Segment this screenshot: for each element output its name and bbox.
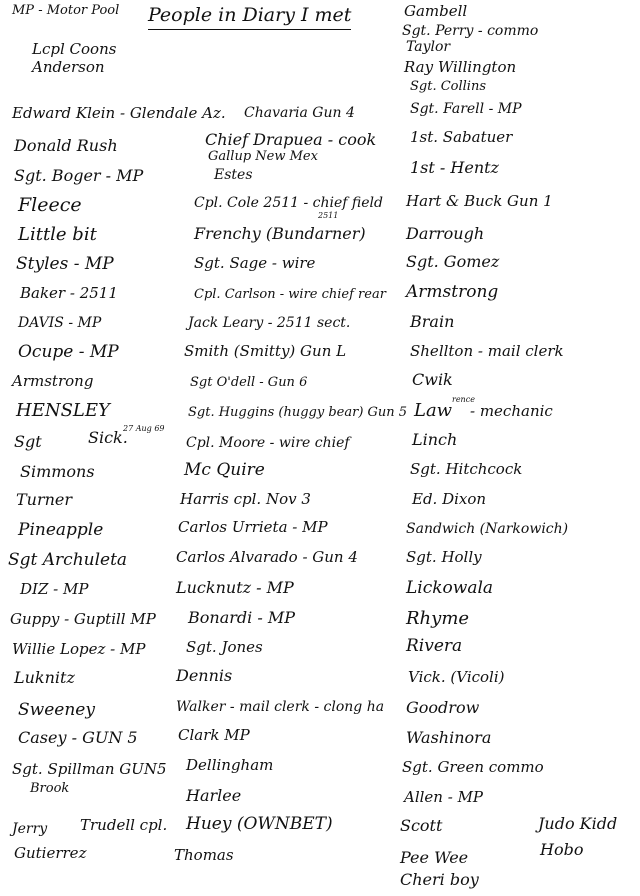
name-judo-kidd: Judo Kidd: [538, 814, 618, 833]
name-farell: Sgt. Farell - MP: [410, 101, 522, 117]
gallup-note: Gallup New Mex: [208, 149, 318, 164]
name-sick-prefix: Sgt: [14, 432, 42, 451]
name-brook: Brook: [30, 781, 70, 796]
name-urrieta: Carlos Urrieta - MP: [178, 518, 328, 536]
name-lopez: Willie Lopez - MP: [12, 640, 146, 658]
name-cwik: Cwik: [412, 370, 453, 389]
name-holly: Sgt. Holly: [406, 548, 482, 566]
name-walker: Walker - mail clerk - clong ha: [176, 699, 385, 715]
name-taylor: Taylor: [406, 39, 451, 55]
name-chavaria: Chavaria Gun 4: [244, 105, 355, 121]
name-drapuea: Chief Drapuea - cook: [205, 130, 377, 149]
name-gambell: Gambell: [404, 2, 468, 20]
name-klein: Edward Klein - Glendale Az.: [12, 104, 226, 122]
name-jerry: Jerry: [12, 821, 48, 837]
name-odell: Sgt O'dell - Gun 6: [190, 375, 308, 390]
name-dixon: Ed. Dixon: [412, 490, 487, 508]
name-leary: Jack Leary - 2511 sect.: [188, 315, 351, 331]
name-thomas: Thomas: [174, 846, 234, 864]
name-pee-wee: Pee Wee: [400, 848, 469, 867]
cole-note: 2511: [318, 211, 339, 220]
name-linch: Linch: [412, 430, 458, 449]
name-bonardi: Bonardi - MP: [188, 608, 295, 627]
name-sabatuer: 1st. Sabatuer: [410, 128, 513, 146]
name-sweeney: Sweeney: [18, 700, 95, 720]
name-gutierrez: Gutierrez: [14, 844, 87, 862]
name-rhyme: Rhyme: [406, 608, 470, 629]
name-moore: Cpl. Moore - wire chief: [186, 435, 350, 451]
name-trudell: Trudell cpl.: [80, 816, 168, 834]
name-brain: Brain: [410, 312, 455, 331]
name-gomez: Sgt. Gomez: [406, 252, 500, 271]
name-anderson: Anderson: [32, 58, 105, 76]
name-willington: Ray Willington: [404, 58, 517, 76]
name-frenchy: Frenchy (Bundarner): [194, 224, 366, 243]
name-collins: Sgt. Collins: [410, 79, 487, 94]
name-goodrow: Goodrow: [406, 698, 480, 717]
name-spillman: Sgt. Spillman GUN5: [12, 760, 167, 778]
name-fleece: Fleece: [18, 194, 82, 216]
name-little-bit: Little bit: [18, 224, 97, 245]
name-hentz: 1st - Hentz: [410, 158, 499, 177]
name-sick: Sick.: [88, 428, 128, 447]
name-hart-buck: Hart & Buck Gun 1: [406, 192, 553, 210]
name-diz: DIZ - MP: [20, 580, 89, 598]
sick-date-note: 27 Aug 69: [123, 424, 165, 433]
name-darrough: Darrough: [406, 224, 485, 243]
name-harlee: Harlee: [186, 786, 242, 805]
page-title: People in Diary I met: [148, 6, 351, 30]
name-allen: Allen - MP: [404, 788, 484, 806]
name-clark: Clark MP: [178, 726, 250, 744]
name-huggins: Sgt. Huggins (huggy bear) Gun 5: [188, 405, 408, 420]
name-sandwich: Sandwich (Narkowich): [406, 521, 569, 537]
name-jones: Sgt. Jones: [186, 638, 263, 656]
motor-pool-note: MP - Motor Pool: [12, 3, 120, 18]
name-baker: Baker - 2511: [20, 284, 118, 302]
name-estes: Estes: [214, 167, 253, 183]
name-styles: Styles - MP: [16, 254, 114, 274]
name-cole: Cpl. Cole 2511 - chief field: [194, 195, 383, 211]
name-ocupe: Ocupe - MP: [18, 342, 119, 362]
name-dellingham: Dellingham: [186, 756, 274, 774]
name-hensley: HENSLEY: [16, 400, 110, 421]
name-hobo: Hobo: [540, 840, 584, 859]
name-pineapple: Pineapple: [18, 520, 104, 540]
name-mechanic: - mechanic: [470, 402, 553, 420]
name-guppy: Guppy - Guptill MP: [10, 610, 156, 628]
name-rivera: Rivera: [406, 636, 463, 656]
name-scott: Scott: [400, 816, 443, 835]
name-lickowala: Lickowala: [406, 578, 494, 598]
name-armstrong-left: Armstrong: [12, 372, 94, 390]
name-washinora: Washinora: [406, 728, 492, 747]
name-law: Law: [414, 400, 453, 421]
name-cheri-boy: Cheri boy: [400, 870, 479, 889]
name-turner: Turner: [16, 490, 73, 509]
law-insert: rence: [452, 395, 475, 404]
name-sage: Sgt. Sage - wire: [194, 254, 316, 272]
name-boger: Sgt. Boger - MP: [14, 166, 144, 185]
name-lucknutz: Lucknutz - MP: [176, 578, 294, 597]
name-harris: Harris cpl. Nov 3: [180, 490, 311, 508]
name-mcquire: Mc Quire: [184, 460, 265, 480]
name-perry: Sgt. Perry - commo: [402, 23, 539, 39]
name-simmons: Simmons: [20, 462, 95, 481]
name-rush: Donald Rush: [14, 136, 118, 155]
name-carlson: Cpl. Carlson - wire chief rear: [194, 287, 386, 302]
name-alvarado: Carlos Alvarado - Gun 4: [176, 548, 358, 566]
name-coons: Lcpl Coons: [32, 40, 117, 58]
name-vick: Vick. (Vicoli): [408, 668, 505, 686]
name-smith: Smith (Smitty) Gun L: [184, 342, 347, 360]
name-luknitz: Luknitz: [14, 668, 75, 687]
name-davis: DAVIS - MP: [18, 315, 102, 331]
name-shellton: Shellton - mail clerk: [410, 342, 564, 360]
name-armstrong-right: Armstrong: [406, 282, 499, 302]
name-archuleta: Sgt Archuleta: [8, 550, 128, 570]
name-hitchcock: Sgt. Hitchcock: [410, 460, 523, 478]
name-dennis: Dennis: [176, 666, 233, 685]
name-green: Sgt. Green commo: [402, 758, 544, 776]
name-huey: Huey (OWNBET): [186, 814, 333, 834]
name-casey: Casey - GUN 5: [18, 728, 138, 747]
